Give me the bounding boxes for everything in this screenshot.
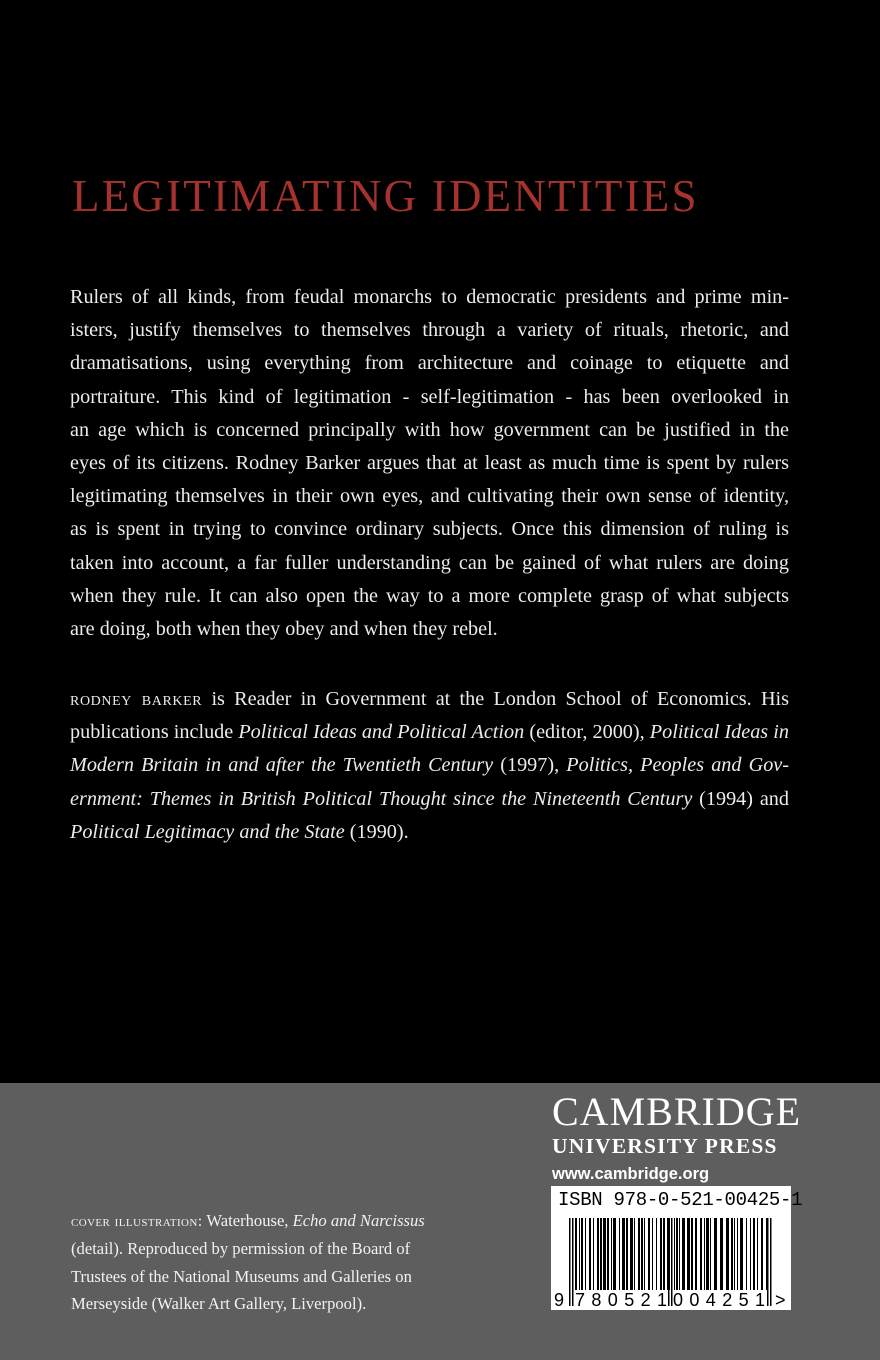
barcode-bar [663, 1218, 665, 1290]
barcode-bar [572, 1218, 574, 1306]
barcode-bar [761, 1218, 763, 1290]
barcode-bar [589, 1218, 591, 1290]
barcode-bar [600, 1218, 602, 1290]
barcode-bar [682, 1218, 685, 1290]
publisher-url: www.cambridge.org [552, 1165, 710, 1183]
barcode-bar [679, 1218, 680, 1290]
book-reference: Political Ideas in Modern Britain in and after the Twentieth Century [70, 721, 789, 777]
barcode-bar [585, 1218, 586, 1290]
barcode-bar [603, 1218, 606, 1290]
publisher-logo [552, 1089, 802, 1185]
barcode-bar [674, 1218, 675, 1290]
description-line: legitimating themselves in their own eyes, and cultivating their own sense of identity, [70, 485, 789, 508]
artwork-title: Echo and Narcissus [292, 1211, 425, 1230]
barcode-bar [700, 1218, 702, 1290]
description-line: portraiture. This kind of legitimation - self-legitimation - has been overlooked in [70, 385, 789, 408]
bio-text: (1994) and [692, 787, 789, 810]
barcode-bar [660, 1218, 662, 1290]
book-reference: Political Legitimacy and the State [70, 820, 345, 843]
description-line: as is spent in trying to convince ordinary subjects. Once this dimension of ruling is [70, 518, 789, 541]
barcode-bar [652, 1218, 653, 1290]
barcode-digits-right: 004251 [673, 1290, 765, 1310]
barcode-bar [611, 1218, 612, 1290]
book-reference: ernment: Themes in British Political Thought since the Nineteenth Century [70, 787, 693, 810]
author-bio [70, 683, 789, 849]
barcode-bar [607, 1218, 609, 1290]
publisher-name: CAMBRIDGE [552, 1089, 802, 1134]
description-line: are doing, both when they obey and when they rebel. [70, 618, 498, 641]
book-description [70, 281, 789, 646]
barcode-bar [753, 1218, 755, 1290]
barcode-bar [740, 1218, 743, 1290]
barcode-bar [757, 1218, 758, 1290]
bio-text: (1990). [344, 820, 409, 843]
barcode-bar [622, 1218, 625, 1290]
book-reference: Politics, Peoples and Gov- [566, 754, 789, 777]
credit-label: cover illustration: [71, 1213, 203, 1230]
barcode-bar [687, 1218, 690, 1290]
barcode-bar [656, 1218, 657, 1290]
barcode-bar [746, 1218, 747, 1290]
credit-text: Waterhouse, [202, 1211, 293, 1230]
barcode-bar [613, 1218, 616, 1290]
barcode-bar [648, 1218, 650, 1290]
author-name: rodney barker [70, 688, 203, 710]
isbn-number: ISBN 978-0-521-00425-1 [558, 1189, 803, 1211]
barcode-bar [691, 1218, 693, 1290]
barcode-bar [581, 1218, 583, 1290]
description-line: taken into account, a far fuller understanding can be gained of what rulers are doing [70, 551, 789, 574]
barcode-bar [634, 1218, 635, 1290]
barcode-bar [750, 1218, 751, 1290]
barcode-bar [726, 1218, 729, 1290]
barcode-bar [644, 1218, 645, 1290]
credit-text: (detail). Reproduced by permission of the Board of Trustees of the National Museums and Galleries on Merseyside (Walker Art Gallery, Liverpool). [71, 1239, 412, 1313]
barcode-bar [579, 1218, 580, 1290]
barcode-bar [575, 1218, 577, 1290]
barcode-bar [714, 1218, 717, 1290]
cover-illustration-credit [71, 1207, 441, 1317]
isbn-barcode [551, 1186, 803, 1310]
barcode-bar [770, 1218, 772, 1306]
barcode-bar [720, 1218, 723, 1290]
barcode-bar [695, 1218, 697, 1290]
barcode-bar [638, 1218, 640, 1290]
barcode-bar [593, 1218, 594, 1290]
publisher-subtitle: UNIVERSITY PRESS [552, 1134, 778, 1158]
description-line: eyes of its citizens. Rodney Barker argues that at least as much time is spent by rulers [70, 452, 789, 475]
barcode-first-digit: 9 [554, 1290, 565, 1310]
barcode-bar [626, 1218, 628, 1290]
barcode-bar [737, 1218, 738, 1290]
barcode-bar [668, 1218, 670, 1306]
barcode-bar [597, 1218, 599, 1290]
bio-text: (editor, 2000), [524, 721, 650, 744]
barcode-bar [710, 1218, 711, 1290]
book-title: LEGITIMATING IDENTITIES [72, 171, 699, 221]
description-line: an age which is concerned principally with how government can be justified in the [70, 418, 789, 441]
bio-text: is Reader in Government at the London School of Economics. His publications include [70, 688, 789, 744]
bio-text: (1997), [493, 754, 567, 777]
barcode-bar [706, 1218, 709, 1290]
description-line: when they rule. It can also open the way to a more complete grasp of what subjects [70, 584, 789, 607]
barcode-bar [767, 1218, 769, 1306]
barcode-bar [569, 1218, 571, 1306]
barcode-bar [641, 1218, 643, 1290]
barcode-bar [731, 1218, 733, 1290]
book-reference: Political Ideas and Political Action [238, 721, 525, 744]
barcode-bar [619, 1218, 620, 1290]
barcode-bar [630, 1218, 633, 1290]
barcode-digits-left: 780521 [575, 1290, 667, 1310]
description-line: Rulers of all kinds, from feudal monarchs to democratic presidents and prime min- [70, 286, 789, 308]
barcode-bar [734, 1218, 735, 1290]
barcode-bar [704, 1218, 705, 1290]
description-line: isters, justify themselves to themselves through a variety of rituals, rhetoric, and [70, 319, 789, 342]
barcode-end-marker: > [775, 1290, 786, 1310]
description-line: dramatisations, using everything from architecture and coinage to etiquette and [70, 352, 789, 375]
barcode-bar [676, 1218, 678, 1290]
